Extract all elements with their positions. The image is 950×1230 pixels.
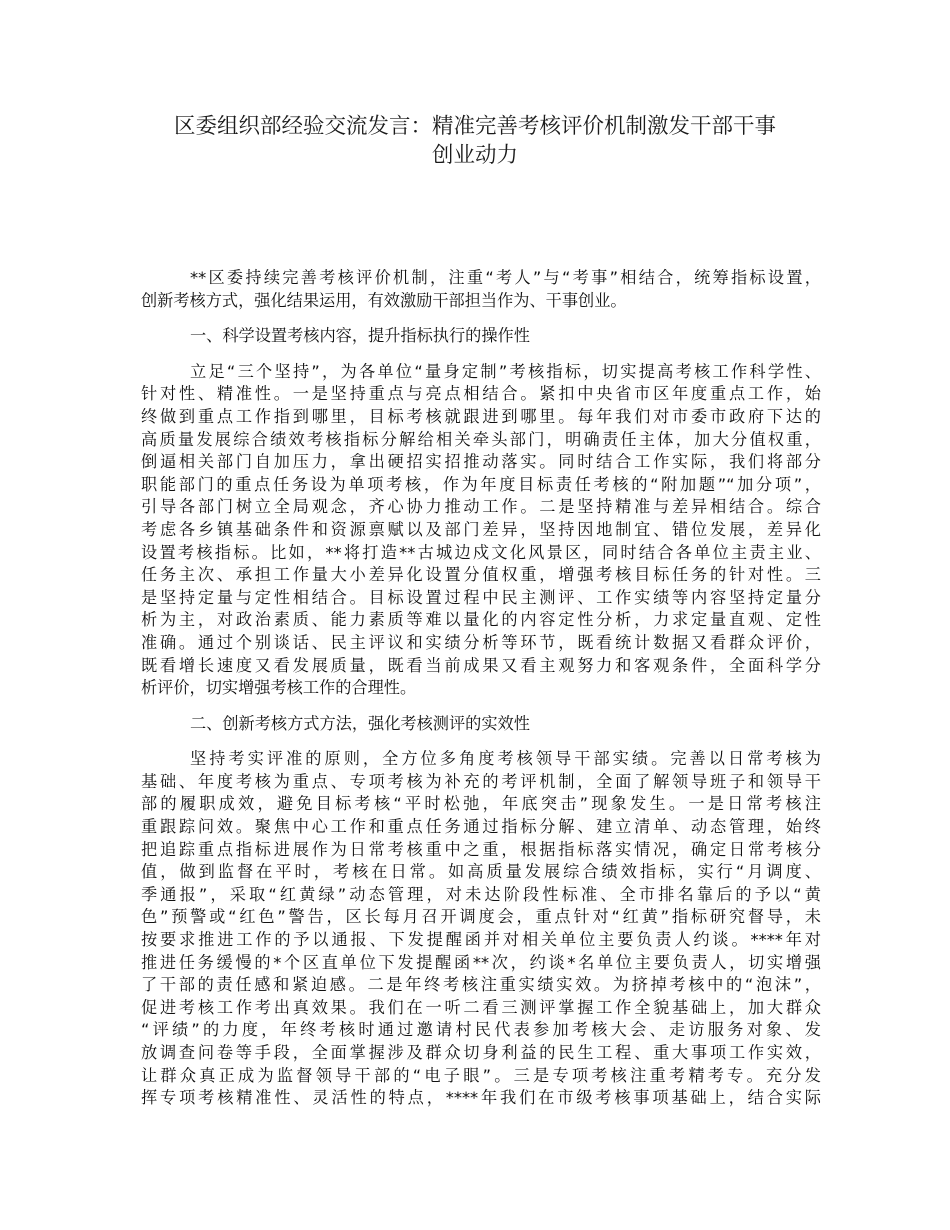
title-line: 区委组织部经验交流发言：精准完善考核评价机制激发干部干事 — [173, 114, 776, 139]
text-line: 析评价，切实增强考核工作的合理性。 — [141, 678, 417, 698]
text-line: 了干部的责任感和紧迫感。二是年终考核注重实绩实效。为挤掉考核中的“泡沫”， — [141, 975, 821, 995]
text-line: 职能部门的重点任务设为单项考核，作为年度目标责任考核的“附加题”“加分项”， — [141, 474, 821, 494]
text-line: 设置考核指标。比如，**将打造**古城边戍文化风景区，同时结合各单位主责主业、 — [141, 542, 821, 562]
title-line: 创业动力 — [431, 143, 518, 168]
text-line: 考虑各乡镇基础条件和资源禀赋以及部门差异，坚持因地制宜、错位发展，差异化 — [141, 519, 821, 539]
text-line: 基础、年度考核为重点、专项考核为补充的考评机制，全面了解领导班子和领导干 — [141, 771, 821, 791]
paragraph — [141, 267, 821, 312]
text-line: 把追踪重点指标进展作为日常考核重中之重，根据指标落实情况，确定日常考核分 — [141, 839, 821, 859]
text-line: 是坚持定量与定性相结合。目标设置过程中民主测评、工作实绩等内容坚持定量分 — [141, 587, 821, 607]
text-line: 季通报”，采取“红黄绿”动态管理，对未达阶段性标准、全市排名靠后的予以“黄 — [141, 884, 821, 904]
text-line: 终做到重点工作指到哪里，目标考核就跟进到哪里。每年我们对市委市政府下达的 — [141, 406, 821, 426]
text-line: 创新考核方式，强化结果运用，有效激励干部担当作为、干事创业。 — [141, 290, 627, 310]
text-line: 立足“三个坚持”，为各单位“量身定制”考核指标，切实提高考核工作科学性、 — [190, 361, 821, 381]
text-line: 针对性、精准性。一是坚持重点与亮点相结合。紧扣中央省市区年度重点工作，始 — [141, 384, 821, 404]
text-line: 放调查问卷等手段，全面掌握涉及群众切身利益的民生工程、重大事项工作实效， — [141, 1043, 821, 1062]
text-line: 准确。通过个别谈话、民主评议和实绩分析等环节，既看统计数据又看群众评价， — [141, 632, 821, 652]
text-line: 让群众真正成为监督领导干部的“电子眼”。三是专项考核注重考精考专。充分发 — [141, 1065, 821, 1085]
text-line: 推进任务缓慢的*个区直单位下发提醒函**次，约谈*名单位主要负责人，切实增强 — [141, 952, 821, 972]
text-line: 值，做到监督在平时，考核在日常。如高质量发展综合绩效指标，实行“月调度、 — [141, 862, 821, 882]
text-line: 重跟踪问效。聚焦中心工作和重点任务通过指标分解、建立清单、动态管理，始终 — [141, 817, 821, 837]
text-line: 既看增长速度又看发展质量，既看当前成果又看主观努力和客观条件，全面科学分 — [141, 655, 821, 675]
text-line: 一、科学设置考核内容，提升指标执行的操作性 — [190, 326, 530, 346]
text-line: 挥专项考核精准性、灵活性的特点，****年我们在市级考核事项基础上，结合实际 — [141, 1088, 821, 1108]
text-line: 高质量发展综合绩效考核指标分解给相关牵头部门，明确责任主体，加大分值权重， — [141, 429, 821, 449]
text-line: 析为主，对政治素质、能力素质等难以量化的内容定性分析，力求定量直观、定性 — [141, 610, 821, 630]
text-line: 按要求推进工作的予以通报、下发提醒函并对相关单位主要负责人约谈。****年对 — [141, 930, 821, 950]
text-line: 色”预警或“红色”警告，区长每月召开调度会，重点针对“红黄”指标研究督导，未 — [141, 907, 821, 927]
text-line: 促进考核工作考出真效果。我们在一听二看三测评掌握工作全貌基础上，加大群众 — [141, 997, 821, 1017]
paragraph — [141, 361, 821, 700]
text-line: 二、创新考核方式方法，强化考核测评的实效性 — [190, 713, 530, 733]
paragraph — [141, 748, 821, 1110]
section-heading — [141, 325, 821, 348]
text-line: 部的履职成效，避免目标考核“平时松弛，年底突击”现象发生。一是日常考核注 — [141, 794, 821, 814]
text-line: 坚持考实评准的原则，全方位多角度考核领导干部实绩。完善以日常考核为 — [190, 749, 821, 769]
text-line: 倒逼相关部门自加压力，拿出硬招实招推动落实。同时结合工作实际，我们将部分 — [141, 452, 821, 472]
text-line: 任务主次、承担工作量大小差异化设置分值权重，增强考核目标任务的针对性。三 — [141, 565, 821, 585]
text-line: “评绩”的力度，年终考核时通过邀请村民代表参加考核大会、走访服务对象、发 — [141, 1020, 821, 1040]
text-line: **区委持续完善考核评价机制，注重“考人”与“考事”相结合，统筹指标设置， — [190, 268, 821, 287]
text-line: 引导各部门树立全局观念，齐心协力推动工作。二是坚持精准与差异相结合。综合 — [141, 497, 821, 517]
document-title — [120, 112, 830, 170]
document-body — [141, 267, 821, 1123]
section-heading — [141, 713, 821, 736]
